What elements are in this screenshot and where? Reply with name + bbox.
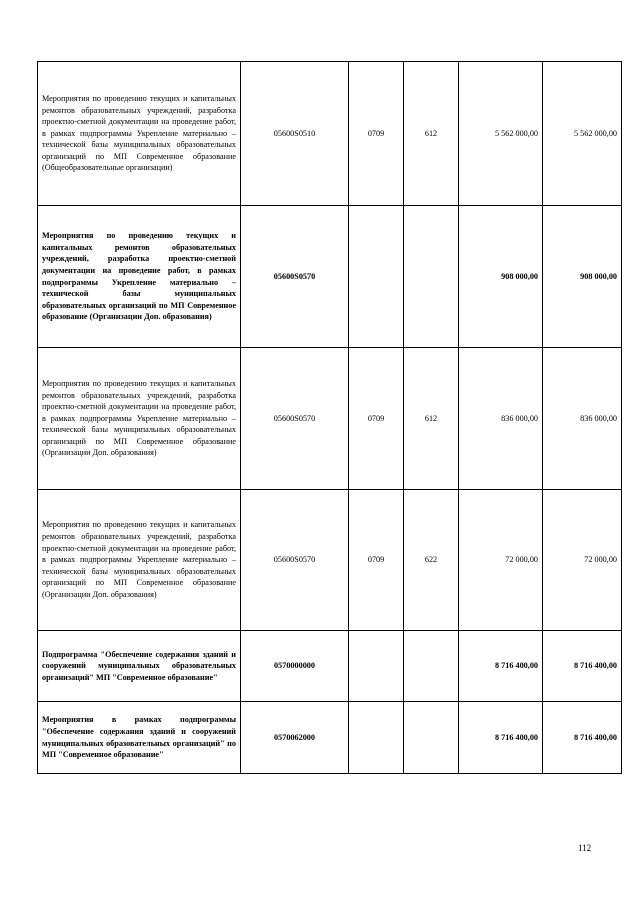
table-row [38, 62, 622, 206]
row-amount-2: 72 000,00 [543, 490, 622, 631]
row-expense-type [404, 702, 459, 774]
row-name: Мероприятия по проведению текущих и капитальных ремонтов образовательных учреждений, разработка проектно-сметной документации на проведение работ, в рамках подпрограммы Укрепление материально – технической базы муниципальных образовательных организаций по МП Современное образование (Общеобразовательные организации) [38, 62, 241, 206]
row-expense-type [404, 206, 459, 348]
row-expense-type: 612 [404, 348, 459, 490]
row-expense-type: 622 [404, 490, 459, 631]
row-expense-type: 612 [404, 62, 459, 206]
row-name: Мероприятия по проведению текущих и капитальных ремонтов образовательных учреждений, разработка проектно-сметной документации на проведение работ, в рамках подпрограммы Укрепление материально – технической базы муниципальных образовательных организаций по МП Современное образование (Организации Доп. образования) [38, 490, 241, 631]
page-number: 112 [578, 843, 592, 853]
row-amount-1: 908 000,00 [459, 206, 543, 348]
row-amount-1: 72 000,00 [459, 490, 543, 631]
table-row [38, 490, 622, 631]
row-section: 0709 [349, 348, 404, 490]
row-amount-1: 8 716 400,00 [459, 631, 543, 702]
row-section [349, 702, 404, 774]
row-name: Подпрограмма "Обеспечение содержания зданий и сооружений муниципальных образовательных организаций" МП "Современное образование" [38, 631, 241, 702]
table-row [38, 631, 622, 702]
table-row [38, 348, 622, 490]
row-amount-2: 908 000,00 [543, 206, 622, 348]
row-code: 0570062000 [241, 702, 349, 774]
table-row [38, 702, 622, 774]
row-amount-2: 8 716 400,00 [543, 631, 622, 702]
row-section: 0709 [349, 62, 404, 206]
row-code: 05600S0570 [241, 348, 349, 490]
row-name: Мероприятия по проведению текущих и капитальных ремонтов образовательных учреждений, разработка проектно-сметной документации на проведение работ, в рамках подпрограммы Укрепление материально – технической базы муниципальных образовательных организаций по МП Современное образование (Организации Доп. образования) [38, 206, 241, 348]
table-row [38, 206, 622, 348]
row-name: Мероприятия по проведению текущих и капитальных ремонтов образовательных учреждений, разработка проектно-сметной документации на проведение работ, в рамках подпрограммы Укрепление материально – технической базы муниципальных образовательных организаций по МП Современное образование (Организации Доп. образования) [38, 348, 241, 490]
row-amount-1: 8 716 400,00 [459, 702, 543, 774]
row-amount-1: 836 000,00 [459, 348, 543, 490]
row-section: 0709 [349, 490, 404, 631]
row-section [349, 206, 404, 348]
row-code: 0570000000 [241, 631, 349, 702]
row-name: Мероприятия в рамках подпрограммы "Обеспечение содержания зданий и сооружений муниципальных образовательных организаций" по МП "Современное образование" [38, 702, 241, 774]
row-expense-type [404, 631, 459, 702]
row-amount-1: 5 562 000,00 [459, 62, 543, 206]
budget-table [37, 61, 622, 774]
row-amount-2: 8 716 400,00 [543, 702, 622, 774]
row-code: 05600S0570 [241, 206, 349, 348]
row-amount-2: 836 000,00 [543, 348, 622, 490]
row-code: 05600S0510 [241, 62, 349, 206]
row-amount-2: 5 562 000,00 [543, 62, 622, 206]
row-code: 05600S0570 [241, 490, 349, 631]
row-section [349, 631, 404, 702]
